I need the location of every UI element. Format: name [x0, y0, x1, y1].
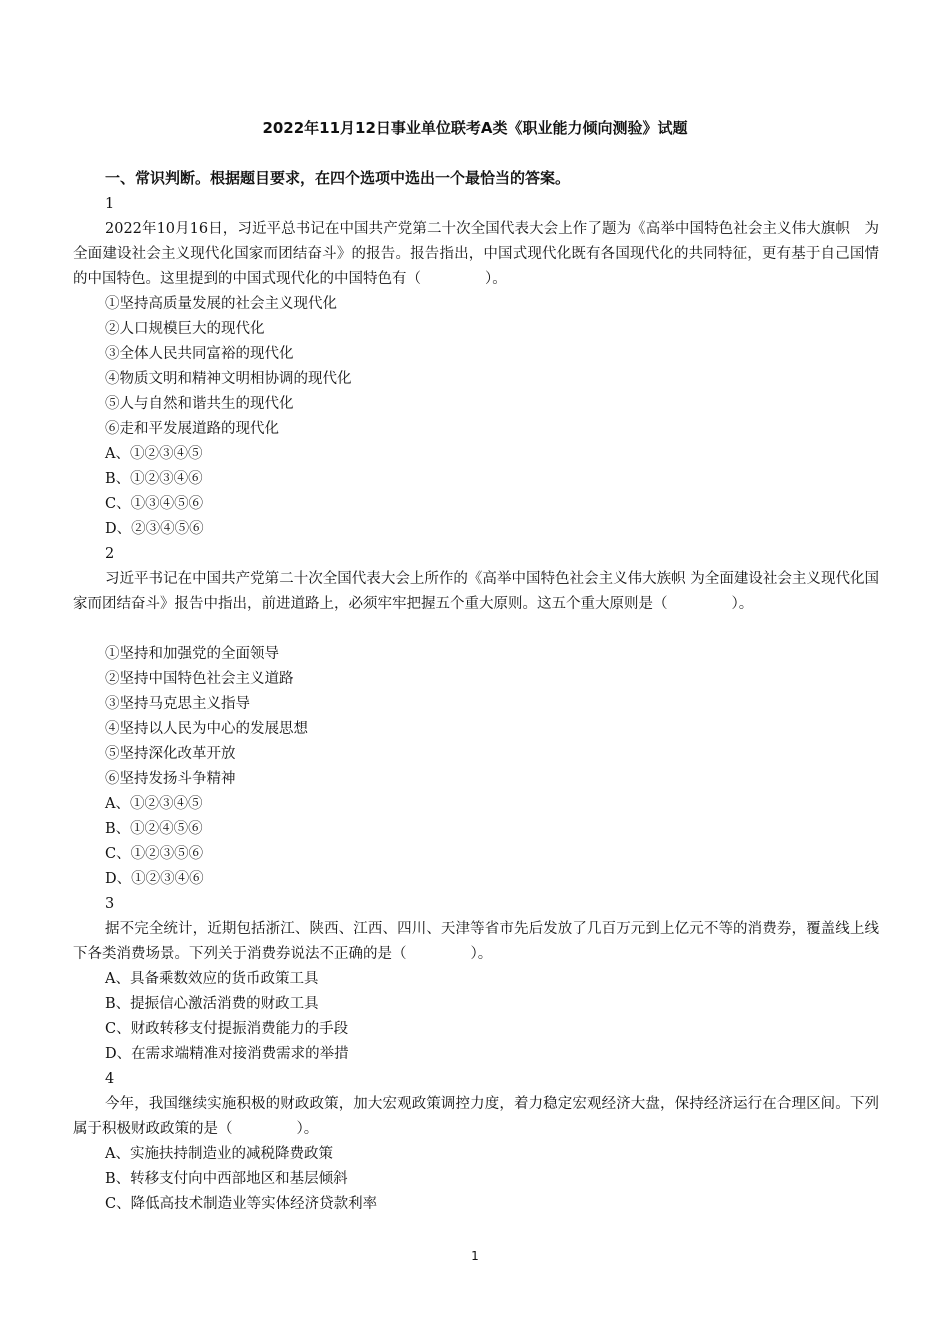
stem-closing: ）。 — [296, 1121, 319, 1137]
question-number: 4 — [105, 1071, 115, 1087]
answer-option: A、实施扶持制造业的减税降费政策 — [105, 1146, 333, 1162]
statement-item: ②人口规模巨大的现代化 — [105, 321, 265, 337]
stem-closing: ）。 — [485, 271, 507, 287]
answer-option: A、①②③④⑤ — [105, 796, 203, 812]
answer-option: B、①②④⑤⑥ — [105, 821, 203, 837]
document-title: 2022年11月12日事业单位联考A类《职业能力倾向测验》试题 — [262, 119, 688, 137]
statement-item: ③坚持马克思主义指导 — [105, 696, 250, 712]
section-heading: 一、常识判断。根据题目要求，在四个选项中选出一个最恰当的答案。 — [105, 169, 571, 187]
question-4 — [73, 1067, 879, 1217]
question-1 — [73, 192, 879, 542]
statement-item: ①坚持和加强党的全面领导 — [105, 646, 279, 662]
page-number: 1 — [471, 1249, 479, 1263]
statement-item: ③全体人民共同富裕的现代化 — [105, 346, 294, 362]
statement-item: ④坚持以人民为中心的发展思想 — [105, 721, 308, 737]
stem-text: 习近平书记在中国共产党第二十次全国代表大会上所作的《高举中国特色社会主义伟大族帜 为全面建设社会主义现代化国家而团结奋斗》报告中指出，前进道路上，必须牢牢把握五个重大原则。这五个重大原则是（ — [73, 571, 879, 612]
statement-item: ①坚持高质量发展的社会主义现代化 — [105, 296, 337, 312]
answer-option: C、①③④⑤⑥ — [105, 496, 204, 512]
stem-text: 据不完全统计，近期包括浙江、陕西、江西、四川、天津等省市先后发放了几百万元到上亿元不等的消费券，覆盖线上线下各类消费场景。下列关于消费券说法不正确的是（ — [73, 921, 879, 962]
question-list — [73, 192, 879, 1217]
stem-closing: ）。 — [731, 596, 754, 612]
question-3 — [73, 892, 879, 1067]
answer-option: C、降低高技术制造业等实体经济贷款利率 — [105, 1196, 378, 1212]
statement-item: ⑥走和平发展道路的现代化 — [105, 421, 279, 437]
answer-option: B、①②③④⑥ — [105, 471, 203, 487]
answer-option: B、转移支付向中西部地区和基层倾斜 — [105, 1171, 348, 1187]
statement-item: ④物质文明和精神文明相协调的现代化 — [105, 371, 352, 387]
answer-option: D、②③④⑤⑥ — [105, 521, 204, 537]
answer-option: A、①②③④⑤ — [105, 446, 203, 462]
question-stem — [73, 567, 879, 642]
answer-option: A、具备乘数效应的货币政策工具 — [105, 971, 319, 987]
stem-text: 2022年10月16日，习近平总书记在中国共产党第二十次全国代表大会上作了题为《高举中国特色社会主义伟大旗帜 为全面建设社会主义现代化国家而团结奋斗》的报告。报告指出，中国式现代化既有各国现代化的共同特征，更有基于自己国情的中国特色。这里提到的中国式现代化的中国特色有（ — [73, 221, 879, 287]
answer-option: C、①②③⑤⑥ — [105, 846, 204, 862]
statement-item: ⑥坚持发扬斗争精神 — [105, 771, 236, 787]
answer-option: C、财政转移支付提振消费能力的手段 — [105, 1021, 349, 1037]
question-number: 1 — [105, 196, 115, 212]
question-number: 2 — [105, 546, 115, 562]
question-number: 3 — [105, 896, 115, 912]
question-stem — [73, 917, 879, 967]
question-2 — [73, 542, 879, 892]
answer-option: D、在需求端精准对接消费需求的举措 — [105, 1046, 349, 1062]
statement-item: ⑤人与自然和谐共生的现代化 — [105, 396, 294, 412]
statement-item: ②坚持中国特色社会主义道路 — [105, 671, 294, 687]
question-stem — [73, 217, 879, 292]
question-stem — [73, 1092, 879, 1142]
statement-item: ⑤坚持深化改革开放 — [105, 746, 236, 762]
stem-text: 今年，我国继续实施积极的财政政策，加大宏观政策调控力度，着力稳定宏观经济大盘，保持经济运行在合理区间。下列属于积极财政政策的是（ — [73, 1096, 879, 1137]
answer-option: D、①②③④⑥ — [105, 871, 204, 887]
stem-closing: ）。 — [470, 946, 493, 962]
answer-option: B、提振信心激活消费的财政工具 — [105, 996, 319, 1012]
